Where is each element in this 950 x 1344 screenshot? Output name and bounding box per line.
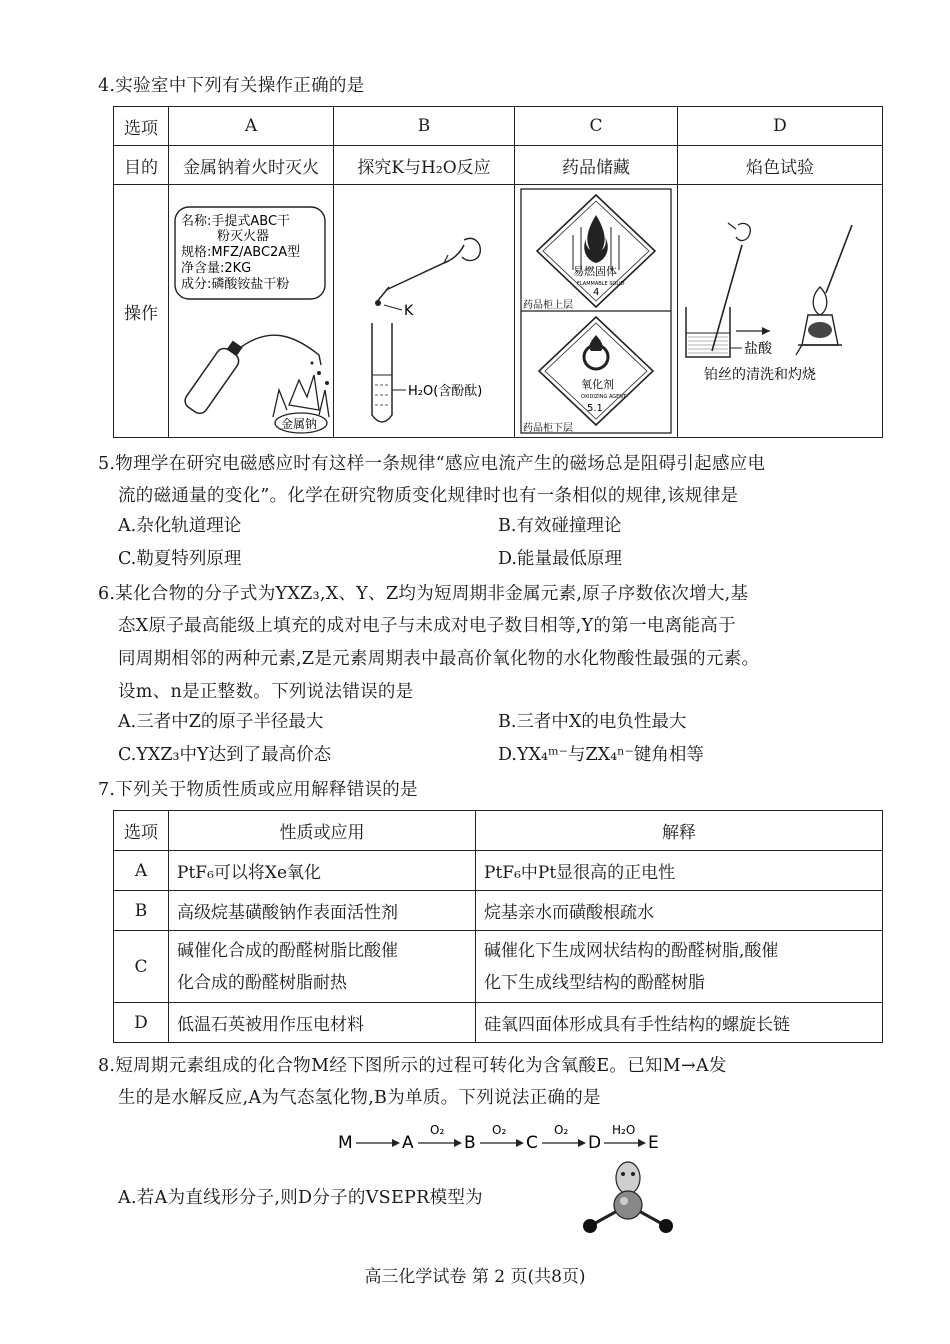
- purpose-cell: 药品储藏: [515, 146, 678, 185]
- header-cell: C: [515, 107, 678, 146]
- q6-option-a: A.三者中Z的原子半径最大: [118, 712, 324, 732]
- explanation-line: 碱催化下生成网状结构的酚醛树脂,酸催: [484, 940, 779, 961]
- q6-line3: 同周期相邻的两种元素,Z是元素周期表中最高价氧化物的水化物酸性最强的元素。: [118, 649, 760, 669]
- option-cell: C: [114, 931, 169, 1003]
- q5-stem-line1: 5.物理学在研究电磁感应时有这样一条规律“感应电流产生的磁场总是阻碍引起感应电: [98, 454, 766, 474]
- explanation-cell: PtF₆中Pt显很高的正电性: [476, 851, 883, 891]
- flow-species: D: [588, 1133, 602, 1153]
- flow-reagent: H₂O: [612, 1123, 636, 1137]
- option-cell: D: [114, 1003, 169, 1043]
- q5-option-b: B.有效碰撞理论: [498, 516, 622, 536]
- option-cell: B: [114, 891, 169, 931]
- platinum-caption: 铂丝的清洗和灼烧: [704, 367, 816, 383]
- k-label: K: [404, 303, 414, 319]
- oxidizer-en: OXIDIZING AGENT: [581, 394, 627, 400]
- ext-label-line: 规格:MFZ/ABC2A型: [181, 245, 301, 260]
- explanation-cell: [476, 931, 883, 1003]
- flow-reagent: O₂: [492, 1123, 507, 1137]
- q5-option-d: D.能量最低原理: [498, 549, 622, 569]
- q8-line1: 8.短周期元素组成的化合物M经下图所示的过程可转化为含氧酸E。已知M→A发: [98, 1056, 727, 1076]
- flow-species: B: [464, 1133, 476, 1153]
- storage-illustration: [515, 185, 677, 437]
- extinguisher-illustration: [169, 185, 333, 437]
- flame-test-illustration: [678, 185, 884, 437]
- operation-label: 操作: [114, 185, 169, 438]
- oxidizer-label: 氧化剂: [581, 378, 614, 391]
- water-label: H₂O(含酚酞): [408, 384, 483, 399]
- header-cell: D: [678, 107, 883, 146]
- oxidizer-class: 5.1: [587, 403, 603, 414]
- sodium-label: 金属钠: [281, 417, 318, 431]
- q7-table: [113, 810, 883, 1043]
- header-cell: B: [334, 107, 515, 146]
- q6-option-c: C.YXZ₃中Y达到了最高价态: [118, 745, 332, 765]
- option-cell: A: [114, 851, 169, 891]
- property-cell: PtF₆可以将Xe氧化: [169, 851, 476, 891]
- property-cell: 低温石英被用作压电材料: [169, 1003, 476, 1043]
- q5-option-a: A.杂化轨道理论: [118, 516, 242, 536]
- q5-stem-line2: 流的磁通量的变化”。化学在研究物质变化规律时也有一条相似的规律,该规律是: [118, 486, 739, 506]
- upper-cabinet-label: 药品柜上层: [523, 300, 573, 311]
- purpose-label: 目的: [114, 146, 169, 185]
- header-cell: A: [169, 107, 334, 146]
- vsepr-model-icon: [578, 1160, 678, 1240]
- purpose-cell: 金属钠着火时灭火: [169, 146, 334, 185]
- op-c-cell: [515, 185, 678, 438]
- property-line: 碱催化合成的酚醛树脂比酸催: [177, 940, 398, 961]
- q6-line4: 设m、n是正整数。下列说法错误的是: [118, 682, 414, 702]
- explanation-cell: 硅氧四面体形成具有手性结构的螺旋长链: [476, 1003, 883, 1043]
- q7-stem: 7.下列关于物质性质或应用解释错误的是: [98, 780, 418, 800]
- q6-option-b: B.三者中X的电负性最大: [498, 712, 687, 732]
- flow-species: E: [648, 1133, 659, 1153]
- page-footer: 高三化学试卷 第 2 页(共8页): [364, 1267, 586, 1287]
- flow-species: A: [402, 1133, 414, 1153]
- op-b-cell: [334, 185, 515, 438]
- reaction-flow: [330, 1118, 670, 1158]
- flammable-label: 易燃固体: [573, 265, 617, 278]
- q4-stem: 4.实验室中下列有关操作正确的是: [98, 76, 365, 96]
- op-d-cell: [678, 185, 883, 438]
- flammable-class: 4: [593, 287, 600, 298]
- ext-label-line: 粉灭火器: [217, 229, 270, 244]
- q6-option-d: D.YX₄ᵐ⁻与ZX₄ⁿ⁻键角相等: [498, 745, 704, 765]
- flow-reagent: O₂: [554, 1123, 569, 1137]
- flammable-en: FLAMMABLE SOLID: [577, 281, 625, 287]
- ext-label-line: 成分:磷酸铵盐干粉: [181, 277, 290, 292]
- op-a-cell: [169, 185, 334, 438]
- purpose-cell: 探究K与H₂O反应: [334, 146, 515, 185]
- q8-line2: 生的是水解反应,A为气态氢化物,B为单质。下列说法正确的是: [118, 1088, 601, 1108]
- flow-reagent: O₂: [430, 1123, 445, 1137]
- property-line: 化合成的酚醛树脂耐热: [177, 972, 347, 993]
- ext-label-line: 净含量:2KG: [181, 261, 252, 276]
- explanation-cell: 烷基亲水而磺酸根疏水: [476, 891, 883, 931]
- header-cell: 解释: [476, 811, 883, 851]
- q8-option-a: A.若A为直线形分子,则D分子的VSEPR模型为: [118, 1188, 483, 1208]
- test-tube-illustration: [334, 185, 514, 437]
- header-cell: 选项: [114, 107, 169, 146]
- explanation-line: 化下生成线型结构的酚醛树脂: [484, 972, 705, 993]
- property-cell: [169, 931, 476, 1003]
- header-cell: 选项: [114, 811, 169, 851]
- lower-cabinet-label: 药品柜下层: [523, 423, 573, 434]
- flow-species: M: [338, 1133, 353, 1153]
- q6-line2: 态X原子最高能级上填充的成对电子与未成对电子数目相等,Y的第一电离能高于: [118, 616, 736, 636]
- ext-label-line: 名称:手提式ABC干: [181, 214, 291, 229]
- property-cell: 高级烷基磺酸钠作表面活性剂: [169, 891, 476, 931]
- q6-line1: 6.某化合物的分子式为YXZ₃,X、Y、Z均为短周期非金属元素,原子序数依次增大,基: [98, 584, 749, 604]
- q5-option-c: C.勒夏特列原理: [118, 549, 242, 569]
- header-cell: 性质或应用: [169, 811, 476, 851]
- q4-table: [113, 106, 883, 438]
- flow-species: C: [526, 1133, 538, 1153]
- purpose-cell: 焰色试验: [678, 146, 883, 185]
- hcl-label: 盐酸: [744, 341, 772, 357]
